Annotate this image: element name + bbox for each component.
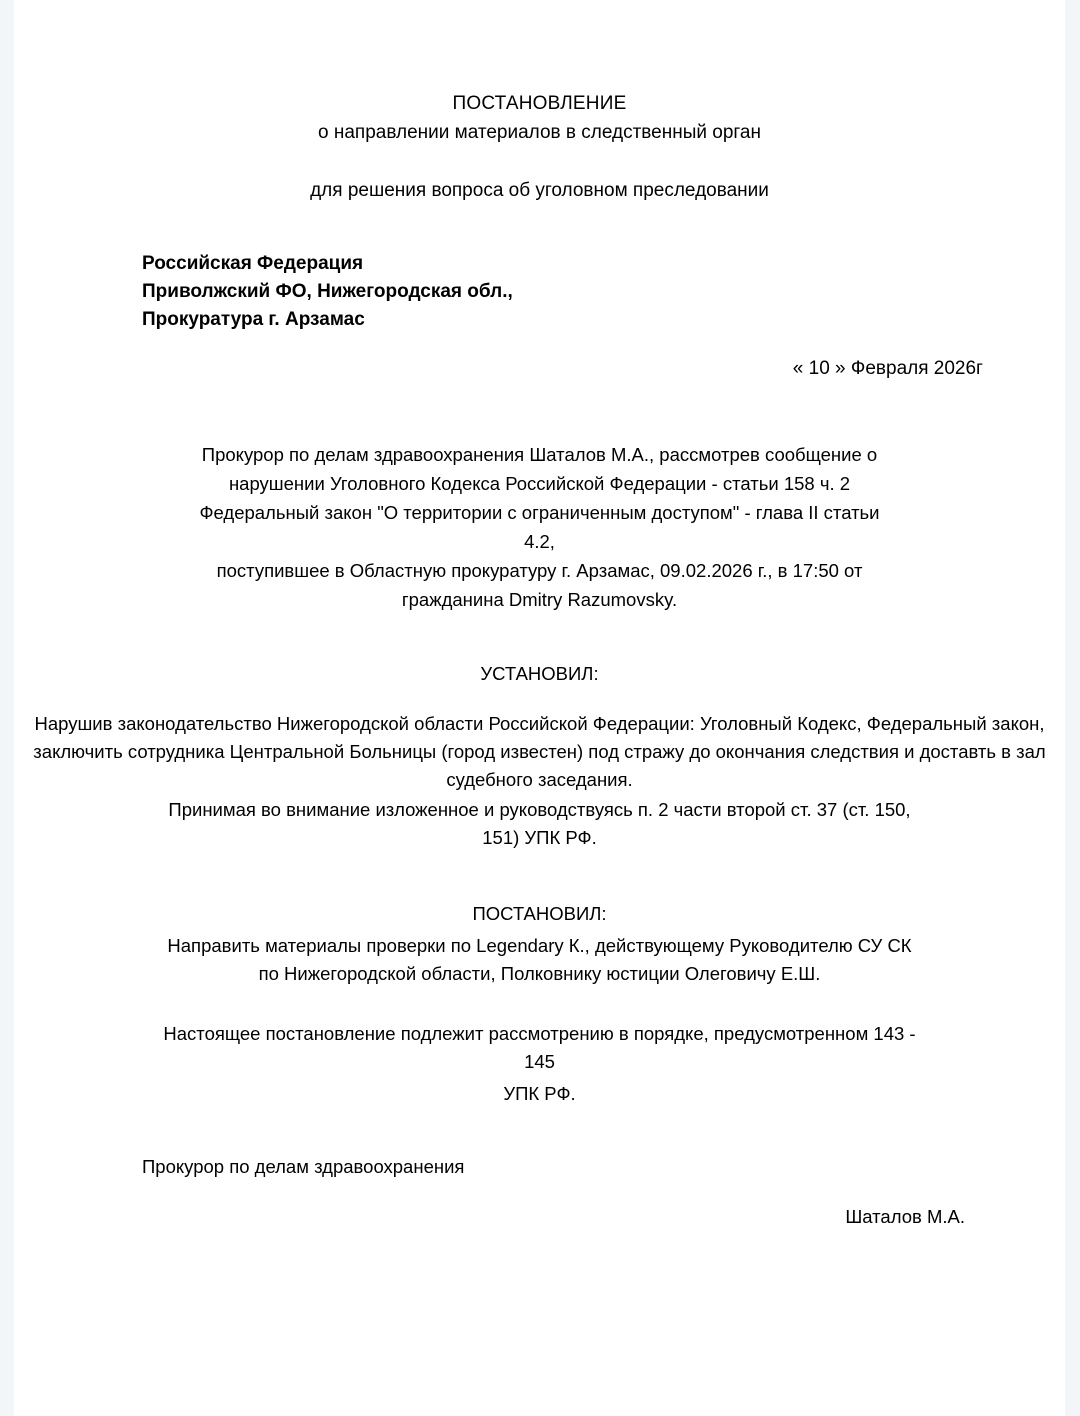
ustanovil-line-2: заключить сотрудника Центральной Больницы (город известен) под стражу до окончания следствия и доставть в зал (33, 741, 1046, 762)
postanovil-paragraph (14, 932, 1065, 988)
document-subtitle: о направлении материалов в следственный орган (318, 122, 761, 143)
intro-line-1: Прокурор по делам здравоохранения Шаталов М.А., рассмотрев сообщение о (201, 444, 878, 465)
ustanovil-note-line-1: Принимая во внимание изложенное и руководствуясь п. 2 части второй ст. 37 (ст. 150, (168, 799, 911, 820)
section-heading-ustanovil: УСТАНОВИЛ: (480, 663, 599, 684)
closing-code: УПК РФ. (503, 1083, 576, 1104)
intro-line-6: гражданина Dmitry Razumovsky. (401, 589, 678, 610)
document-subtitle-secondary: для решения вопроса об уголовном преследовании (310, 180, 769, 201)
closing-paragraph (14, 1020, 1065, 1076)
jurisdiction-country: Российская Федерация (142, 253, 364, 274)
ustanovil-line-1: Нарушив законодательство Нижегородской области Российской Федерации: Уголовный Кодекс, Федеральный закон, (34, 713, 1045, 734)
signature-block (14, 1154, 1065, 1244)
intro-line-3: Федеральный закон "О территории с ограниченным доступом" - глава II статьи (199, 502, 880, 523)
ustanovil-note (14, 796, 1065, 852)
page-title: ПОСТАНОВЛЕНИЕ (452, 93, 627, 114)
jurisdiction-office: Прокуратура г. Арзамас (142, 309, 365, 330)
signature-role: Прокурор по делам здравоохранения (142, 1156, 465, 1177)
ustanovil-line-3: судебного заседания. (446, 769, 633, 790)
closing-line-1: Настоящее постановление подлежит рассмотрению в порядке, предусмотренном 143 - (163, 1023, 916, 1044)
intro-line-5: поступившее в Областную прокуратуру г. Арзамас, 09.02.2026 г., в 17:50 от (216, 560, 863, 581)
jurisdiction-block (142, 250, 1065, 334)
document-page (14, 0, 1065, 1416)
postanovil-line-2: по Нижегородской области, Полковнику юстиции Олеговичу Е.Ш. (258, 963, 821, 984)
section-heading-postanovil: ПОСТАНОВИЛ: (472, 903, 607, 924)
ustanovil-note-line-2: 151) УПК РФ. (482, 827, 597, 848)
intro-line-2: нарушении Уголовного Кодекса Российской Федерации - статьи 158 ч. 2 (228, 473, 851, 494)
title-block (14, 90, 1065, 206)
document-content (14, 0, 1065, 1244)
jurisdiction-region: Приволжский ФО, Нижегородская обл., (142, 281, 513, 302)
document-date: « 10 » Февраля 2026г (792, 358, 983, 379)
signature-name: Шаталов М.А. (845, 1206, 965, 1227)
closing-line-2: 145 (524, 1051, 555, 1072)
ustanovil-paragraph (14, 710, 1065, 794)
postanovil-line-1: Направить материалы проверки по Legendary К., действующему Руководителю СУ СК (167, 935, 912, 956)
intro-line-4: 4.2, (524, 531, 555, 552)
intro-paragraph (14, 440, 1065, 614)
